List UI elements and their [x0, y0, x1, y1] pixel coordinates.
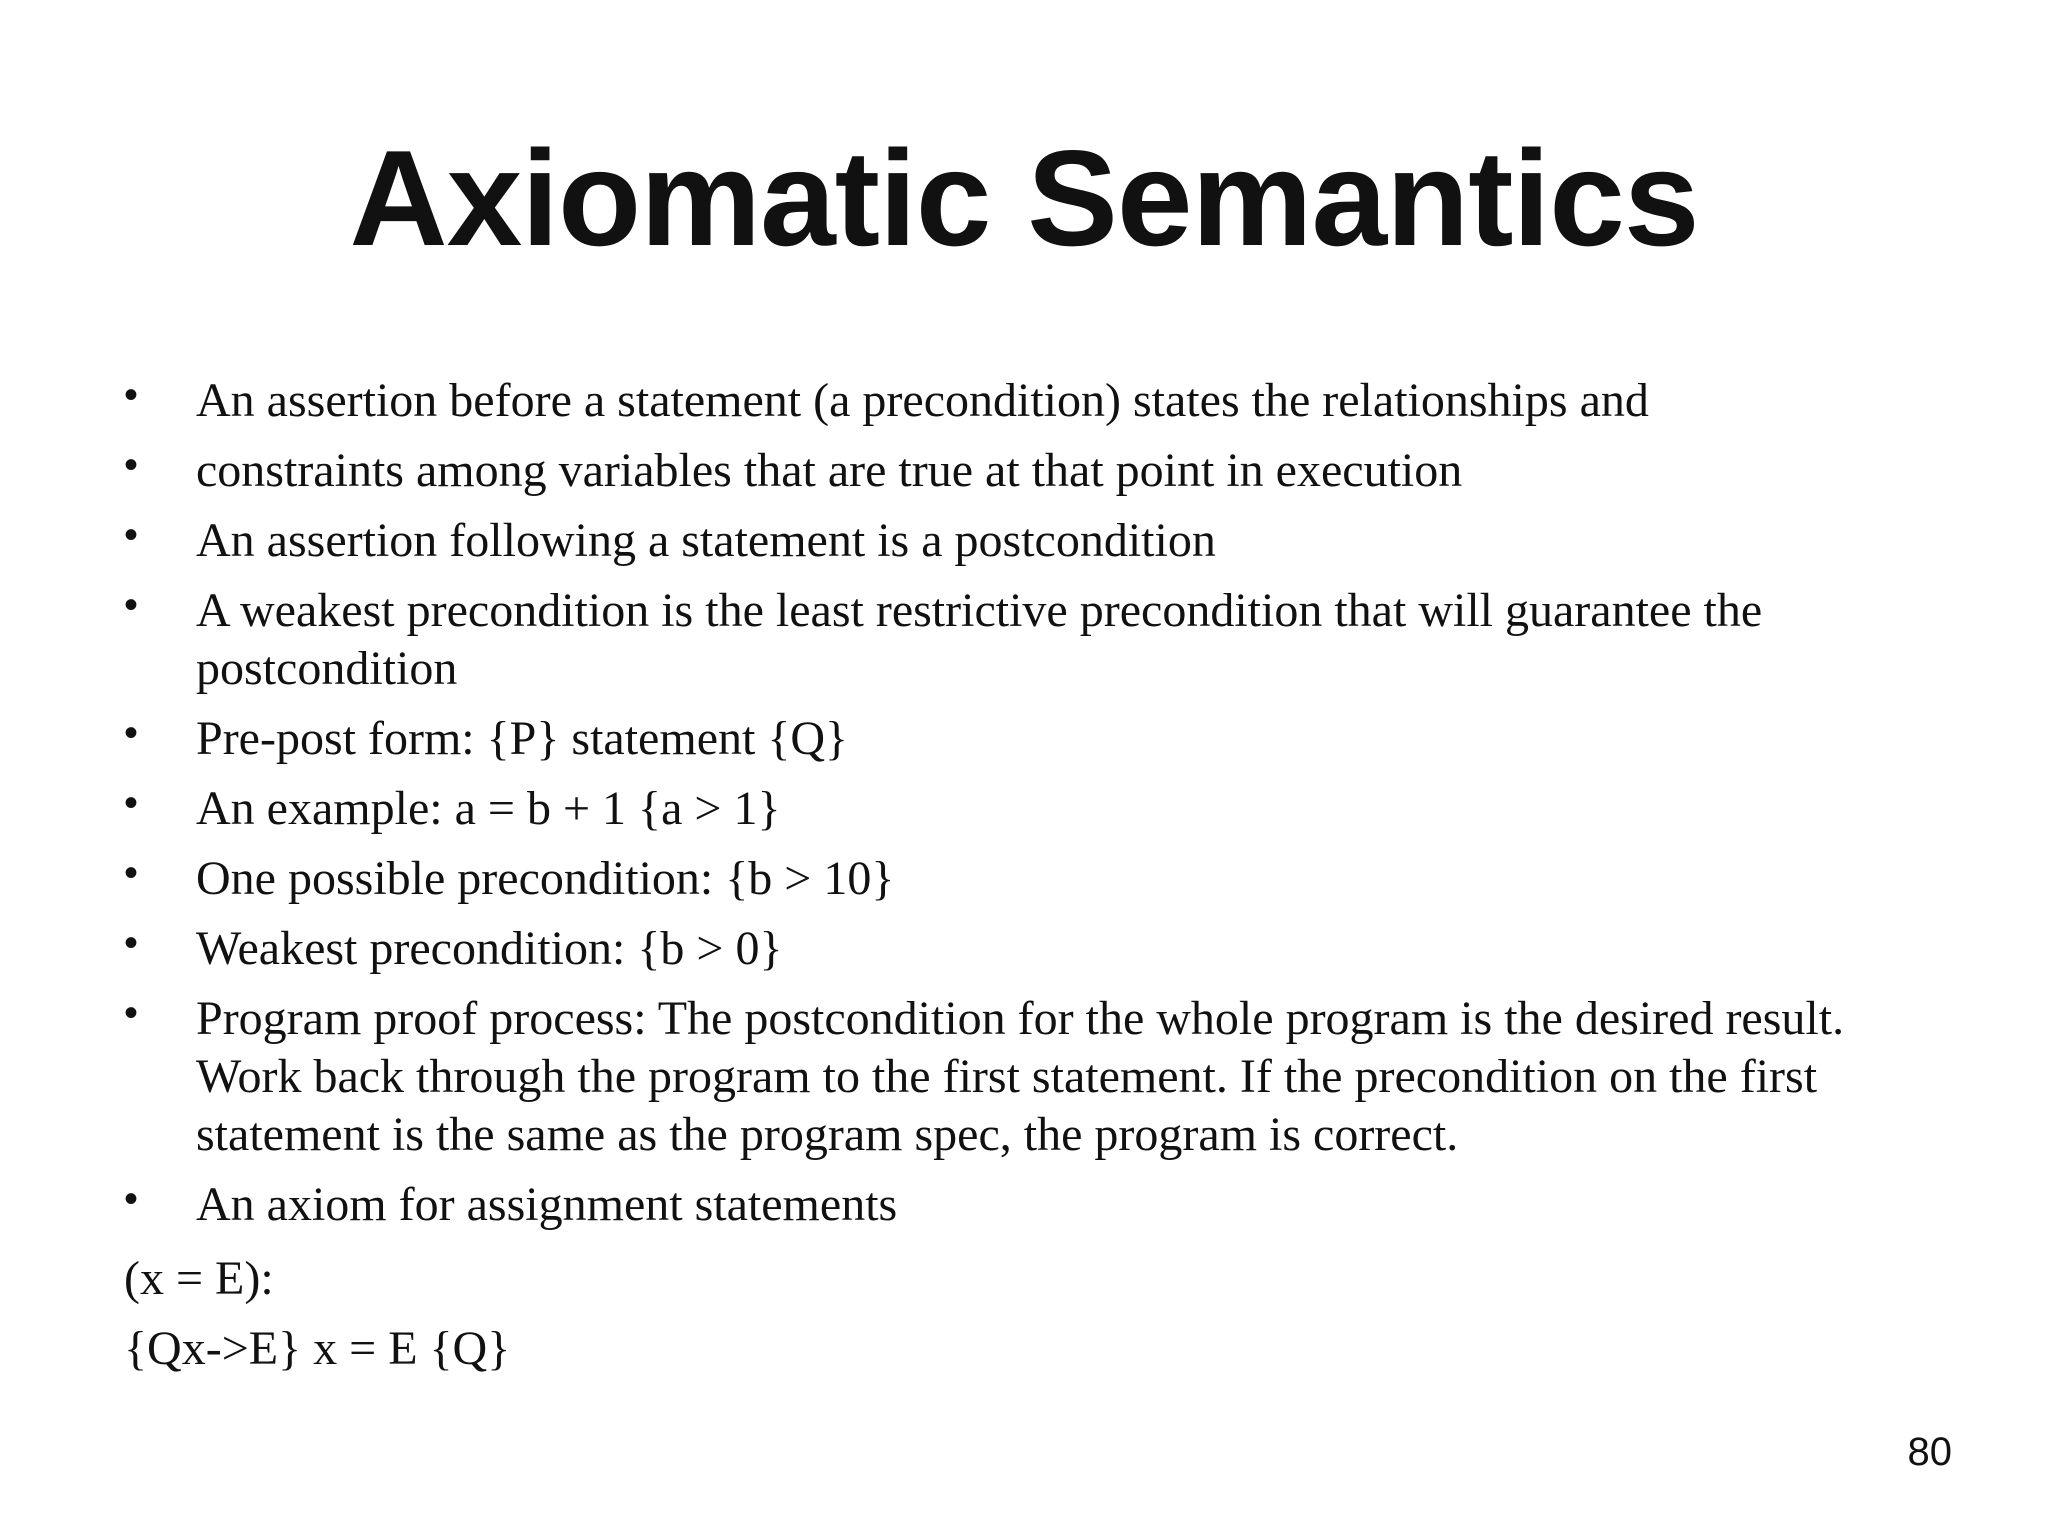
bullet-text: constraints among variables that are true at that point in execution: [196, 444, 1463, 497]
bullet-text: An example: a = b + 1 {a > 1}: [196, 782, 781, 835]
bullet-text: An assertion following a statement is a postcondition: [196, 514, 1216, 567]
bullet-icon: •: [124, 851, 139, 895]
bullet-icon: •: [124, 781, 139, 825]
bullet-icon: •: [124, 991, 139, 1035]
bullet-text: One possible precondition: {b > 10}: [196, 852, 895, 905]
bullet-item: [0, 372, 2048, 430]
bullet-item: [0, 920, 2048, 978]
bullet-item: [0, 710, 2048, 768]
bullet-icon: •: [124, 1177, 139, 1221]
bullet-list: [0, 372, 2048, 1246]
bullet-icon: •: [124, 711, 139, 755]
axiom-line: (x = E):: [124, 1252, 274, 1305]
bullet-item: [0, 990, 2048, 1164]
bullet-icon: •: [124, 583, 139, 627]
bullet-item: [0, 1176, 2048, 1234]
bullet-item: [0, 442, 2048, 500]
page-number: 80: [1907, 1430, 1952, 1474]
bullet-item: [0, 780, 2048, 838]
bullet-item: [0, 582, 2048, 698]
bullet-text: An assertion before a statement (a precondition) states the relationships and: [196, 374, 1649, 427]
bullet-item: [0, 512, 2048, 570]
slide-title: Axiomatic Semantics: [349, 122, 1699, 274]
bullet-icon: •: [124, 921, 139, 965]
bullet-text: Weakest precondition: {b > 0}: [196, 922, 783, 975]
axiom-line: {Qx->E} x = E {Q}: [124, 1322, 511, 1375]
axiom-lines: [124, 1250, 510, 1390]
bullet-text: A weakest precondition is the least restrictive precondition that will guarantee the postcondition: [196, 584, 1763, 695]
bullet-icon: •: [124, 513, 139, 557]
bullet-text: Pre-post form: {P} statement {Q}: [196, 712, 849, 765]
bullet-text: An axiom for assignment statements: [196, 1178, 898, 1231]
bullet-icon: •: [124, 443, 139, 487]
bullet-text: Program proof process: The postcondition for the whole program is the desired result. Work back through the program to the first statement. If the precondition on the first statement is the same as the program spec, the program is correct.: [196, 992, 1845, 1161]
bullet-item: [0, 850, 2048, 908]
bullet-icon: •: [124, 373, 139, 417]
